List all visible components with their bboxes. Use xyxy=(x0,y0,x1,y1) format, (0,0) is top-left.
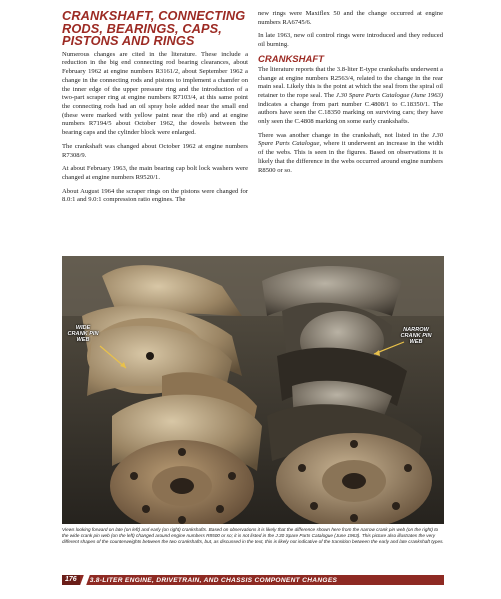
body-paragraph: The crankshaft was changed about October 1962 at engine numbers R7308/9. xyxy=(62,142,248,159)
body-paragraph xyxy=(258,132,443,176)
body-paragraph: About August 1964 the scraper rings on the pistons were changed for 8.0:1 and 9.0:1 compression ratio engines. The xyxy=(62,187,248,204)
text-run: The literature reports that the 3.8-liter E-type crankshafts underwent a change at engine numbers R2563/4, related to the change in the rear main seal. Likely this is the point at which the seal from the spiral oil retainer to the rope seal. The xyxy=(258,65,443,99)
text-run: indicates a change from part number C.4808/1 to C.18350/1. The authors have seen the C.18350 marking on surviving cars; they have only seen the C.4808 marking on some early crankshafts. xyxy=(258,100,443,126)
text-run: There was another change in the crankshaft, not listed in the xyxy=(258,131,432,139)
catalogue-title: J.30 Spare Parts Catalogue xyxy=(258,131,443,148)
body-paragraph: new rings were Maxiflex 50 and the change occurred at engine numbers RA6745/6. xyxy=(258,10,443,26)
section-title: CRANKSHAFT, CONNECTING RODS, BEARINGS, CAPS, PISTONS AND RINGS xyxy=(62,8,246,49)
catalogue-title: J.30 Spare Parts Catalogue (June 1963) xyxy=(335,91,443,99)
body-paragraph: At about February 1963, the main bearing cap bolt lock washers were changed at engine numbers R9520/1. xyxy=(62,165,248,181)
right-column xyxy=(258,10,443,180)
body-paragraph xyxy=(258,66,443,127)
page-number: 176 xyxy=(62,575,80,585)
photo-caption: Views looking forward on late (on left) and early (on right) crankshafts. Based on observations it is likely that the difference shown here from the narrow crank pin web (on the right) to the wide crank pin web (on the left) changed around engine numbers R8500 or so; it is not listed in the J.30 Spare Parts Catalogue (June 1963). This picture also illustrates the very different shapes of the counterweights between the two crankshafts, but, as discussed in the text, this is likely not indicative of the transition between the early and late crankshaft types. xyxy=(62,527,444,544)
body-paragraph: Numerous changes are cited in the literature. These include a reduction in the big end connecting rod bearing clearances, about February 1962 at engine numbers R3161/2, about September 1962 a change in the connecting rods and pistons to implement a chamfer on the inner edge of the upper pressure ring and the introduction of a two-part scraper ring at engine numbers R7103/4, at this same point the connecting rods had an oil spray hole added near the small end (these were marked with yellow paint near the rib) and at engine numbers R7194/5 about October 1962, the dowels between the bearing caps and the cylinder block were enlarged. xyxy=(62,50,248,137)
crankshaft-illustration xyxy=(62,256,444,524)
crankshaft-photo xyxy=(62,256,444,524)
footer-divider xyxy=(80,575,90,585)
callout-narrow-web: NARROW CRANK PIN WEB xyxy=(400,327,432,345)
chapter-title: 3.8-LITER ENGINE, DRIVETRAIN, AND CHASSIS COMPONENT CHANGES xyxy=(89,576,338,584)
page-footer xyxy=(62,575,444,585)
text-run: , where it underwent an increase in the width of the webs. This is seen in the figures. Based on observations it is likely that the difference in the webs occurred around engine numbers R8500 or so. xyxy=(258,140,443,174)
left-column xyxy=(62,10,248,210)
callout-wide-web: WIDE CRANK PIN WEB xyxy=(67,325,99,343)
subsection-title: CRANKSHAFT xyxy=(258,53,324,65)
body-paragraph: In late 1963, new oil control rings were introduced and they reduced oil burning. xyxy=(258,32,443,49)
